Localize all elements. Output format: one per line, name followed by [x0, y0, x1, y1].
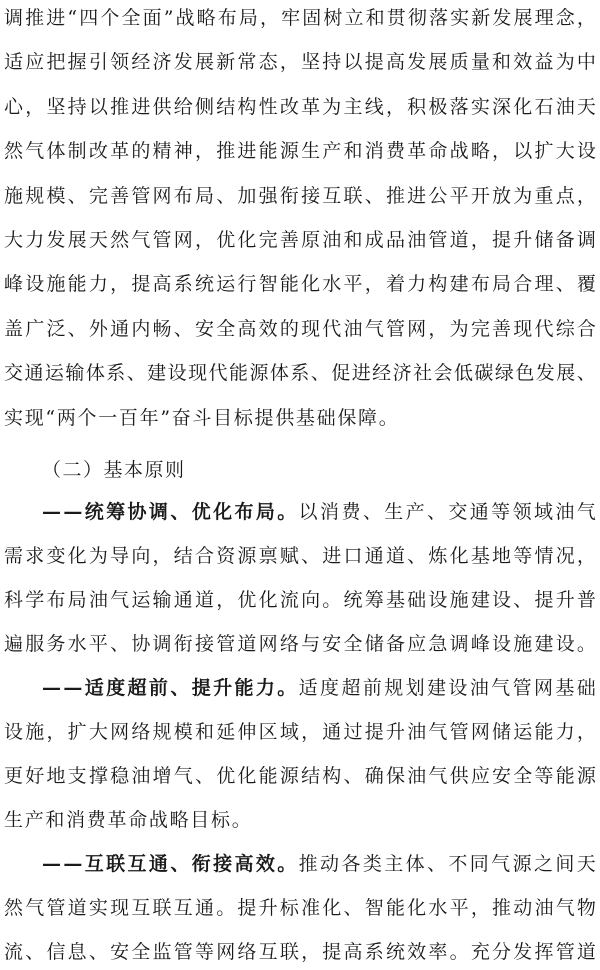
- text-line: [4, 266, 596, 302]
- text-line: [4, 626, 596, 662]
- text-line-content: 交 通 运 输 体 系 、 建 设 现 代 能 源 体 系 、 促 进 经 济 社 会 低 碳 绿 色 发 展 、: [4, 362, 596, 385]
- text-line-content: 需 求 变 化 为 导 向 ， 结 合 资 源 禀 赋 、 进 口 通 道 、 炼 化 基 地 等 情 况 ，: [4, 545, 596, 567]
- text-line-content: 大 力 发 展 天 然 气 管 网 ， 优 化 完 善 原 油 和 成 品 油 管 道 ， 提 升 储 备 调: [4, 229, 596, 251]
- text-line: [4, 400, 596, 436]
- principle-2-first-line: — — 适 度 超 前 、 提 升 能 力 。 适 度 超 前 规 划 建 设 油 气 管 网 基 础: [42, 677, 596, 699]
- text-line-content: 遍 服 务 水 平 、 协 调 衔 接 管 道 网 络 与 安 全 储 备 应 急 调 峰 设 施 建 设 。: [4, 633, 596, 655]
- text-line: [4, 714, 596, 750]
- principle-1-first-line: — — 统 筹 协 调 、 优 化 布 局 。 以 消 费 、 生 产 、 交 通 等 领 域 油 气: [42, 501, 596, 523]
- section-heading: （二）基本原则: [42, 459, 186, 481]
- text-line: [4, 538, 596, 574]
- text-line: [4, 802, 596, 838]
- text-line-content: 然 气 体 制 改 革 的 精 神 ， 推 进 能 源 生 产 和 消 费 革 命 战 略 ， 以 扩 大 设: [4, 140, 596, 163]
- text-line: [4, 311, 596, 347]
- text-line: [4, 178, 596, 214]
- text-line-content: 实现“两个一百年”奋斗目标提供基础保障。: [4, 406, 400, 429]
- text-line-content: 峰 设 施 能 力 ， 提 高 系 统 运 行 智 能 化 水 平 ， 着 力 构 建 布 局 合 理 、 覆: [4, 273, 596, 296]
- text-line-content: 调 推 进 “ 四 个 全 面 ” 战 略 布 局 ， 牢 固 树 立 和 贯 彻 落 实 新 发 展 理 念 ，: [4, 7, 596, 29]
- text-line-content: 施 规 模 、 完 善 管 网 布 局 、 加 强 衔 接 互 联 、 推 进 公 平 开 放 为 重 点 ，: [4, 184, 596, 207]
- text-line-content: 心 ， 坚 持 以 推 进 供 给 侧 结 构 性 改 革 为 主 线 ， 积 极 落 实 深 化 石 油 天: [4, 95, 596, 118]
- text-line: [4, 89, 596, 125]
- text-line-content: 更 好 地 支 撑 稳 油 增 气 、 优 化 能 源 结 构 、 确 保 油 气 供 应 安 全 等 能 源: [4, 765, 596, 787]
- text-line: [4, 758, 596, 794]
- text-line: [4, 0, 596, 36]
- text-line: [4, 890, 596, 926]
- text-line-content: 适 应 把 握 引 领 经 济 发 展 新 常 态 ， 坚 持 以 提 高 发 展 质 量 和 效 益 为 中: [4, 51, 596, 74]
- text-line-content: 生产和消费革命战略目标。: [4, 809, 253, 831]
- text-line: [4, 133, 596, 169]
- principle-3-first-line: — — 互 联 互 通 、 衔 接 高 效 。 推 动 各 类 主 体 、 不 同 气 源 之 间 天: [42, 853, 596, 875]
- text-line: [4, 582, 596, 618]
- text-line-content: 流 、 信 息 、 安 全 监 管 等 网 络 互 联 ， 提 高 系 统 效 率 。 充 分 发 挥 管 道: [4, 941, 596, 963]
- text-line: [4, 934, 596, 970]
- text-line-content: 盖 广 泛 、 外 通 内 畅 、 安 全 高 效 的 现 代 油 气 管 网 ， 为 完 善 现 代 综 合: [4, 317, 596, 340]
- text-line: [4, 222, 596, 258]
- text-line-content: 科 学 布 局 油 气 运 输 通 道 ， 优 化 流 向 。 统 筹 基 础 设 施 建 设 、 提 升 普: [4, 589, 596, 611]
- text-line: [4, 44, 596, 80]
- text-line-content: 然 气 管 道 实 现 互 联 互 通 。 提 升 标 准 化 、 智 能 化 水 平 ， 推 动 油 气 物: [4, 897, 596, 919]
- text-line-content: 设 施 ， 扩 大 网 络 规 模 和 延 伸 区 域 ， 通 过 提 升 油 气 管 网 储 运 能 力 ，: [4, 721, 596, 743]
- text-line: [4, 355, 596, 391]
